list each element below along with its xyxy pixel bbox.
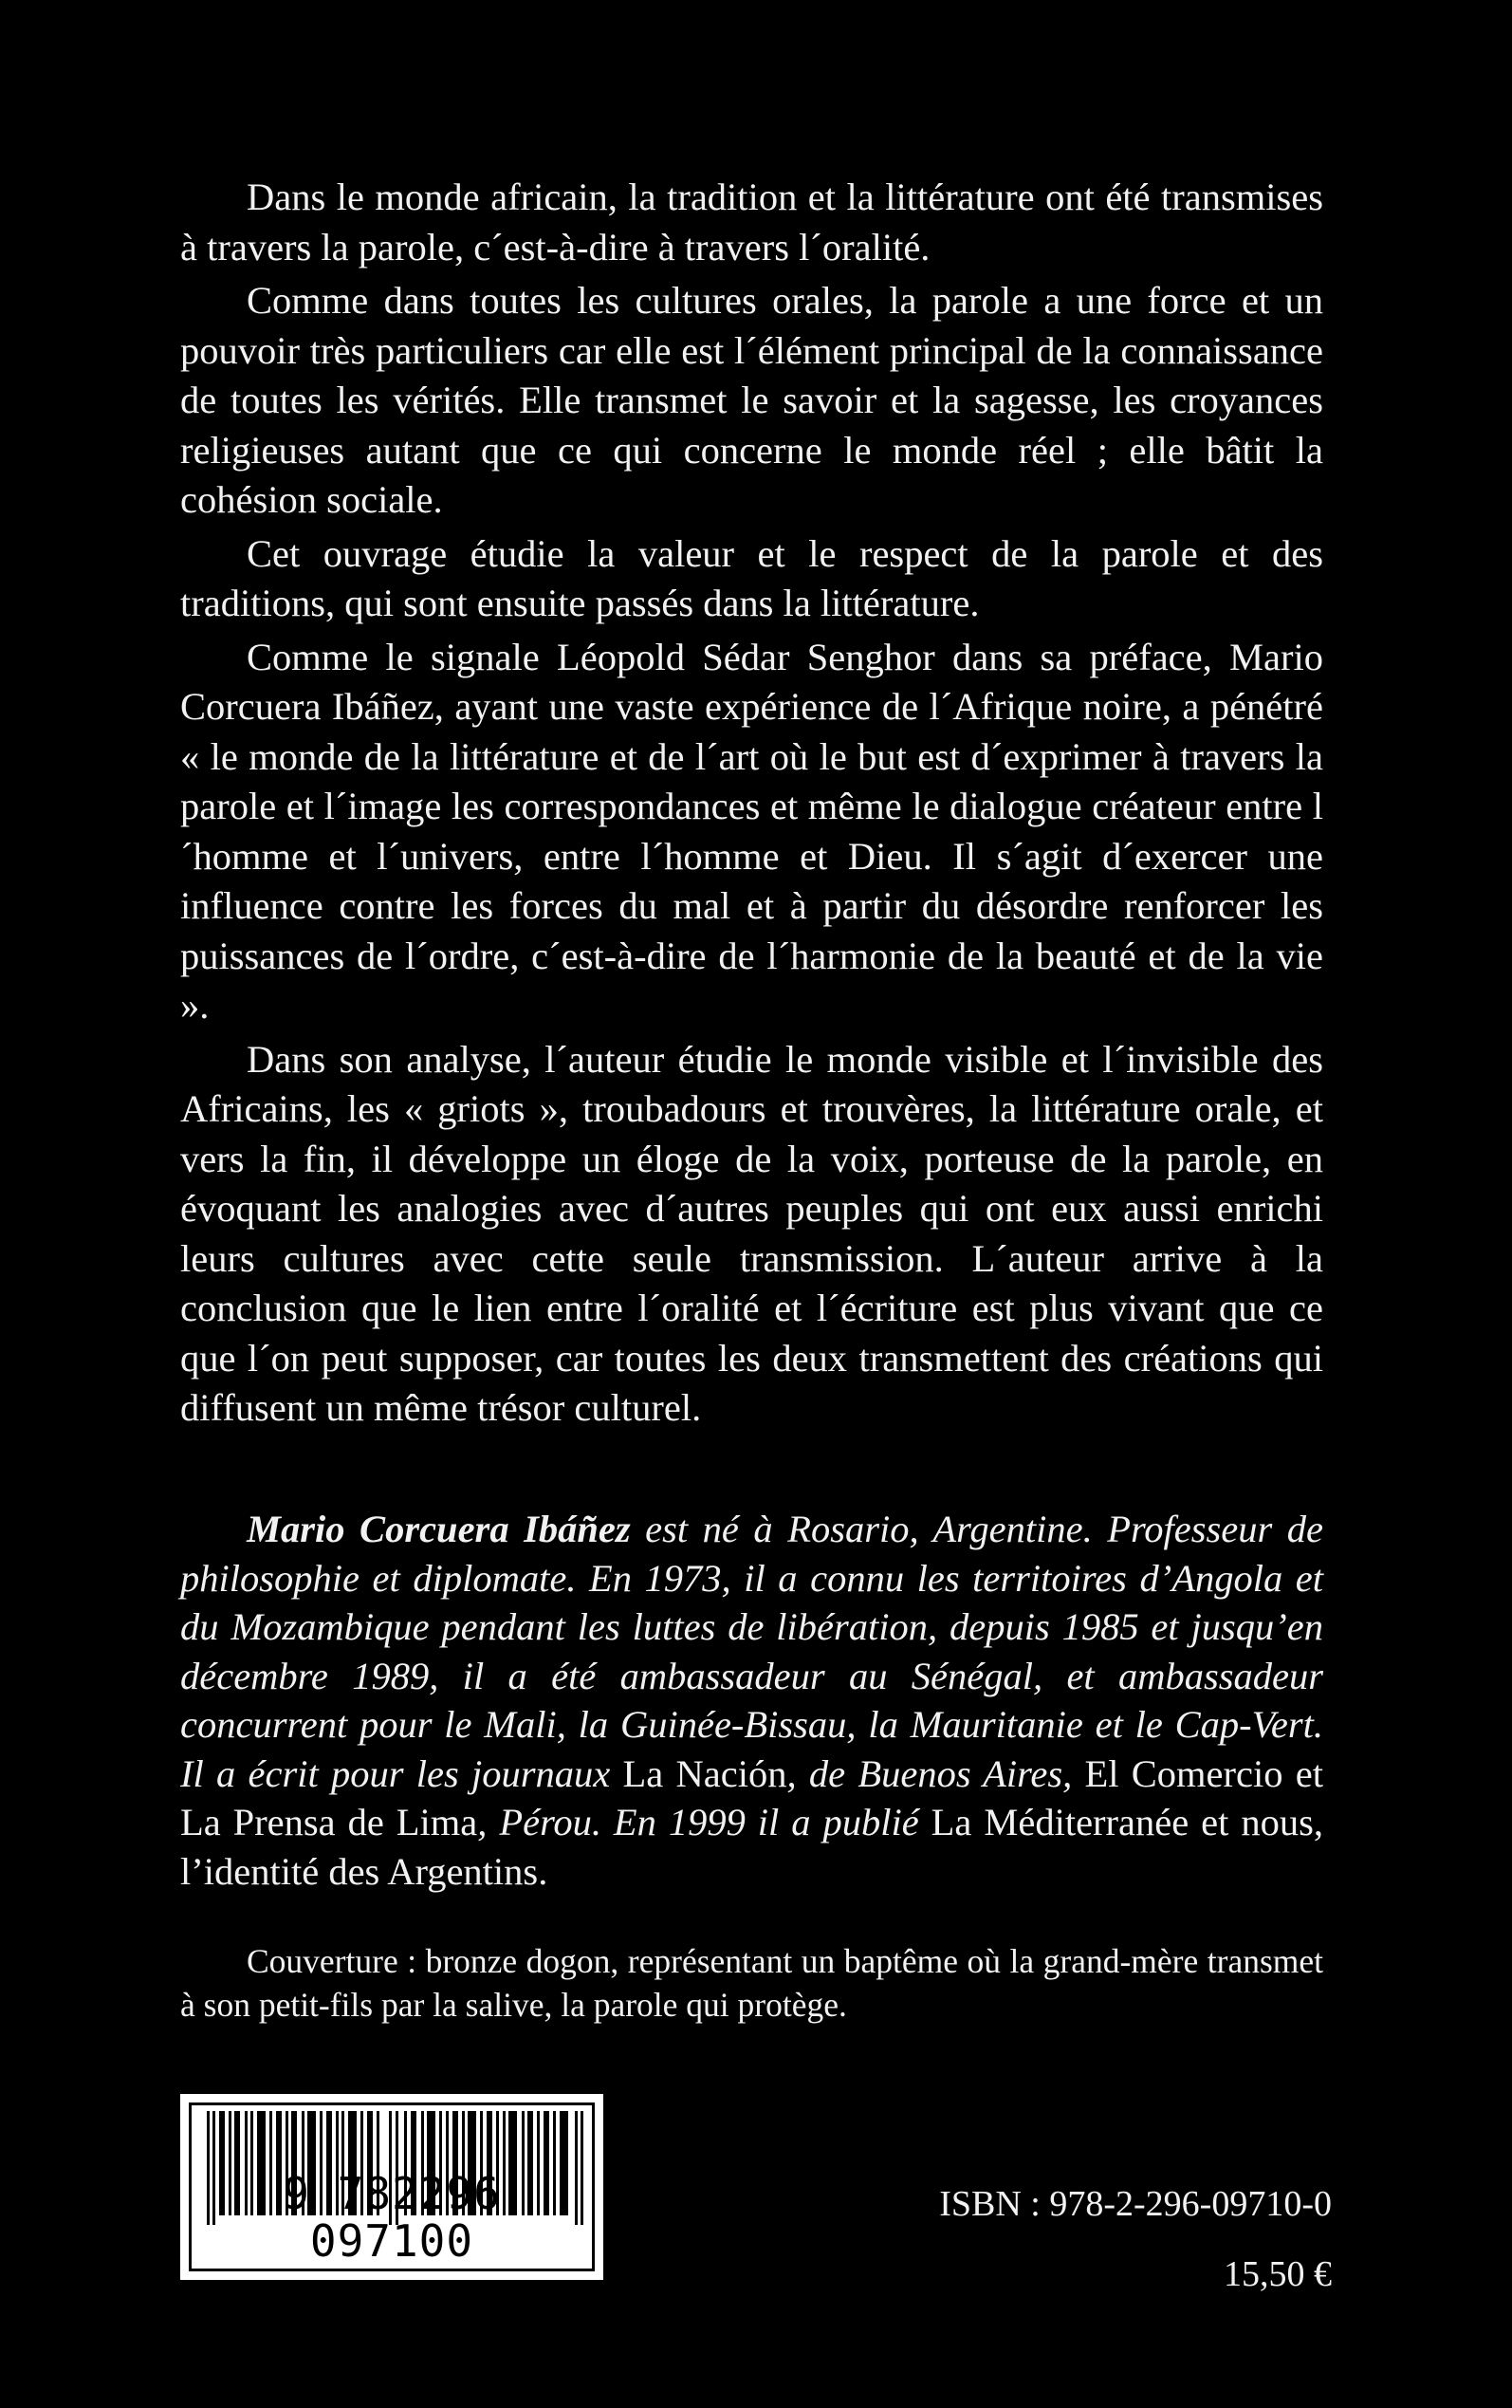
newspaper-el-comercio: El Comercio [1084, 1751, 1283, 1795]
author-name: Mario Corcuera Ibáñez [247, 1508, 631, 1550]
published-book-title: La Méditerranée et nous, l’identité des Argentins. [180, 1801, 1323, 1893]
bio-text-1: est né à Rosario, Argentine. Professeur de philosophie et diplomate. En 1973, il a connu les territoires d’Angola et du Mozambique pendant les luttes de libération, depuis 1985 et jusqu’en décembre 1989, il a été ambassadeur au Sénégal, et ambassadeur concurrent pour le Mali, la Guinée-Bissau, la Mauritanie et le Cap-Vert. Il a écrit pour les journaux [180, 1508, 1323, 1795]
bio-text-4: , Pérou. En 1999 il a publié [477, 1801, 931, 1843]
newspaper-la-prensa: La Prensa de Lima [180, 1801, 478, 1843]
summary-text [180, 173, 1323, 1437]
newspaper-la-nacion: La Nación [622, 1751, 787, 1795]
price: 15,50 € [1224, 2254, 1332, 2294]
isbn: ISBN : 978-2-296-09710-0 [939, 2184, 1332, 2224]
bio-text-3: et [1282, 1751, 1323, 1795]
summary-paragraph-5: Dans son analyse, l´auteur étudie le monde visible et l´invisible des Africains, les « griots », troubadours et trouvères, la littérature orale, et vers la fin, il développe un éloge de la voix, porteuse de la parole, en évoquant les analogies avec d´autres peuples qui ont eux aussi enrichi leurs cultures avec cette seule transmission. L´auteur arrive à la conclusion que le lien entre l´oralité et l´écriture est plus vivant que ce que l´on peut supposer, car toutes les deux transmettent des créations qui diffusent un même trésor culturel. [180, 1037, 1323, 1429]
summary-paragraph-4: Comme le signale Léopold Sédar Senghor dans sa préface, Mario Corcuera Ibáñez, ayant une vaste expérience de l´Afrique noire, a pénétré « le monde de la littérature et de l´art où le but est d´exprimer à travers la parole et l´image les correspondances et même le dialogue créateur entre l´homme et l´univers, entre l´homme et Dieu. Il s´agit d´exercer une influence contre les forces du mal et à partir du désordre renforcer les puissances de l´ordre, c´est-à-dire de l´harmonie de la beauté et de la vie ». [180, 635, 1323, 1027]
summary-paragraph-1: Dans le monde africain, la tradition et la littérature ont été transmises à travers la parole, c´est-à-dire à travers l´oralité. [180, 176, 1323, 269]
author-bio [180, 1505, 1323, 1896]
summary-paragraph-3: Cet ouvrage étudie la valeur et le respect de la parole et des traditions, qui sont ensuite passés dans la littérature. [180, 531, 1323, 624]
bio-text-2: , de Buenos Aires, [786, 1751, 1085, 1795]
barcode [180, 2094, 603, 2280]
barcode-frame [189, 2102, 595, 2271]
summary-paragraph-2: Comme dans toutes les cultures orales, la parole a une force et un pouvoir très particuliers car elle est l´élément principal de la connaissance de toutes les vérités. Elle transmet le savoir et la sagesse, les croyances religieuses autant que ce qui concerne le monde réel ; elle bâtit la cohésion sociale. [180, 279, 1323, 521]
cover-note: Couverture : bronze dogon, représentant un baptême où la grand-mère transmet à son petit-fils par la salive, la parole qui protège. [180, 1942, 1323, 2024]
barcode-number: 9 782296 097100 [283, 2168, 501, 2267]
